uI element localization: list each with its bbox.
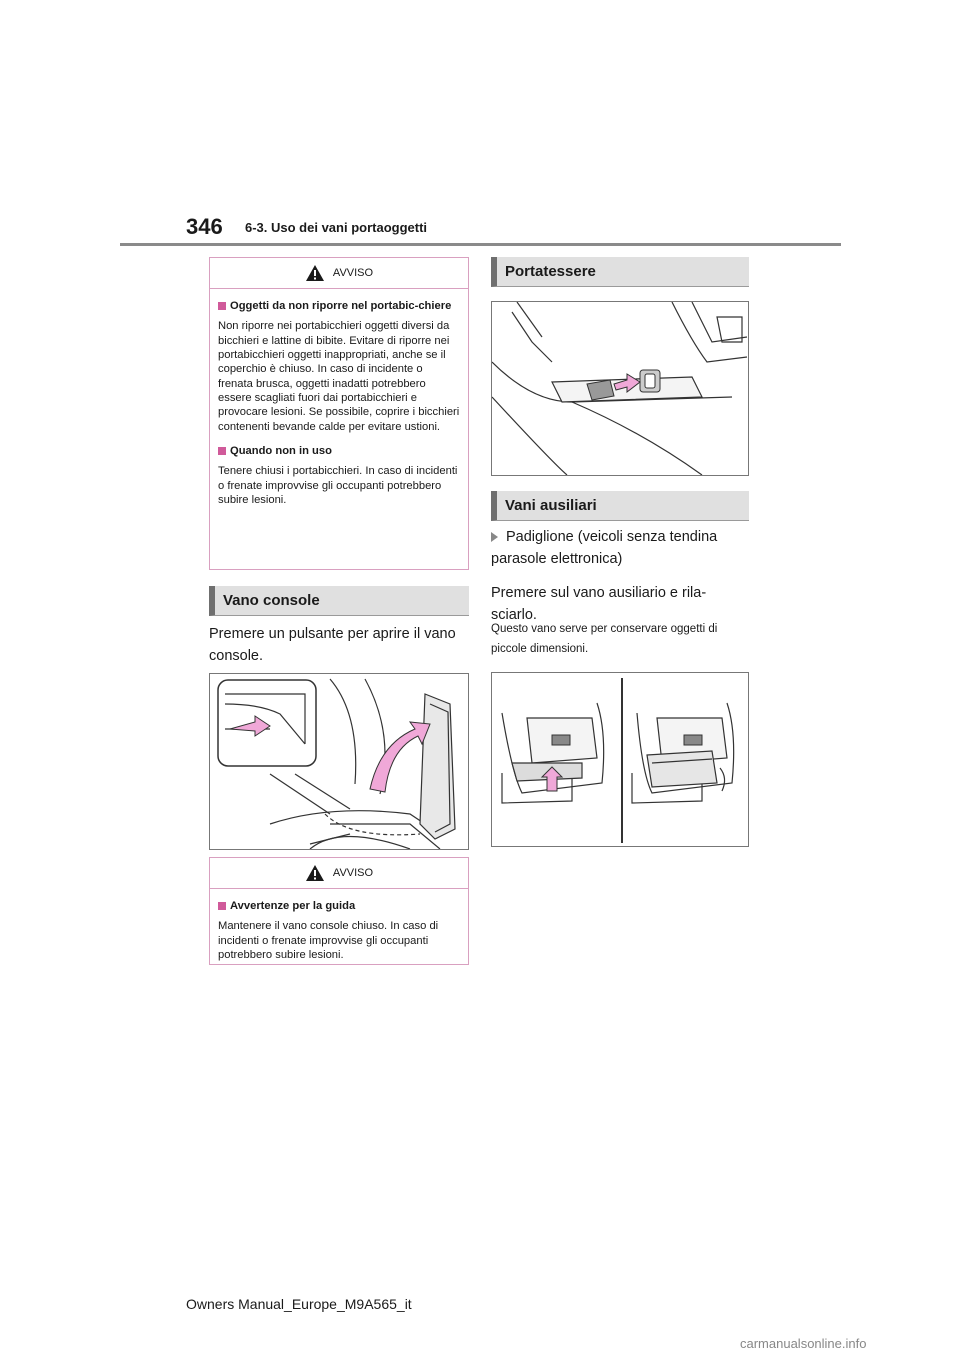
section-title: 6-3. Uso dei vani portaoggetti <box>245 220 428 235</box>
header-rule <box>120 243 841 246</box>
open-arrow-icon <box>370 722 430 792</box>
page-number: 346 <box>186 214 223 239</box>
heading-portatessere: Portatessere <box>491 257 749 287</box>
square-bullet-icon <box>218 902 226 910</box>
heading-vano-console: Vano console <box>209 586 469 616</box>
warning-icon <box>305 864 325 882</box>
warning-box-console <box>209 857 469 965</box>
warning-icon <box>305 264 325 282</box>
warning-subtitle: Oggetti da non riporre nel portabic-chiere <box>218 299 460 313</box>
card-icon <box>587 380 614 400</box>
warning-text: Mantenere il vano console chiuso. In caso di incidenti o frenate improvvise gli occupanti potrebbero subire lesioni. <box>218 920 439 961</box>
warning-header <box>210 858 468 889</box>
warning-box-cupholder <box>209 257 469 570</box>
warning-text: Non riporre nei portabicchieri oggetti diversi da bicchieri e lattine di bibite. Evitare di riporre nei portabicchieri oggetti inappropriati, anche se il coperchio è chiuso. In caso di incidente o frenata brusca, oggetti inadatti potrebbero essere scagliati fuori dai portabicchieri e provocare lesioni. Se possibile, coprire i bicchieri contenenti bevande calde per evitare ustioni. <box>218 320 460 433</box>
aux-compartment-illustration <box>491 672 749 847</box>
manual-footer: Owners Manual_Europe_M9A565_it <box>186 1296 412 1312</box>
triangle-bullet-icon <box>491 532 498 542</box>
card-holder-drawing <box>492 302 748 475</box>
warning-text: Tenere chiusi i portabicchieri. In caso di incidenti o frenate improvvise gli occupanti potrebbero subire lesioni. <box>218 465 458 506</box>
warning-label: AVVISO <box>332 267 374 279</box>
console-drawing <box>210 674 468 849</box>
card-holder-illustration <box>491 301 749 476</box>
aux-bullet: Padiglione (veicoli senza tendina parasole elettronica) <box>491 529 718 568</box>
site-watermark: carmanualsonline.info <box>740 1336 867 1351</box>
console-illustration <box>209 673 469 850</box>
warning-label: AVVISO <box>332 867 374 879</box>
square-bullet-icon <box>218 302 226 310</box>
aux-instructions: Premere sul vano ausiliario e rila-sciarlo. <box>491 585 707 624</box>
warning-subtitle: Quando non in uso <box>218 444 460 458</box>
console-instructions: Premere un pulsante per aprire il vano console. <box>209 626 456 665</box>
warning-header <box>210 258 468 289</box>
warning-subtitle: Avvertenze per la guida <box>218 899 460 913</box>
square-bullet-icon <box>218 447 226 455</box>
aux-note: Questo vano serve per conservare oggetti di piccole dimensioni. <box>491 623 718 656</box>
aux-compartment-drawing <box>492 673 748 846</box>
heading-vani-ausiliari: Vani ausiliari <box>491 491 749 521</box>
